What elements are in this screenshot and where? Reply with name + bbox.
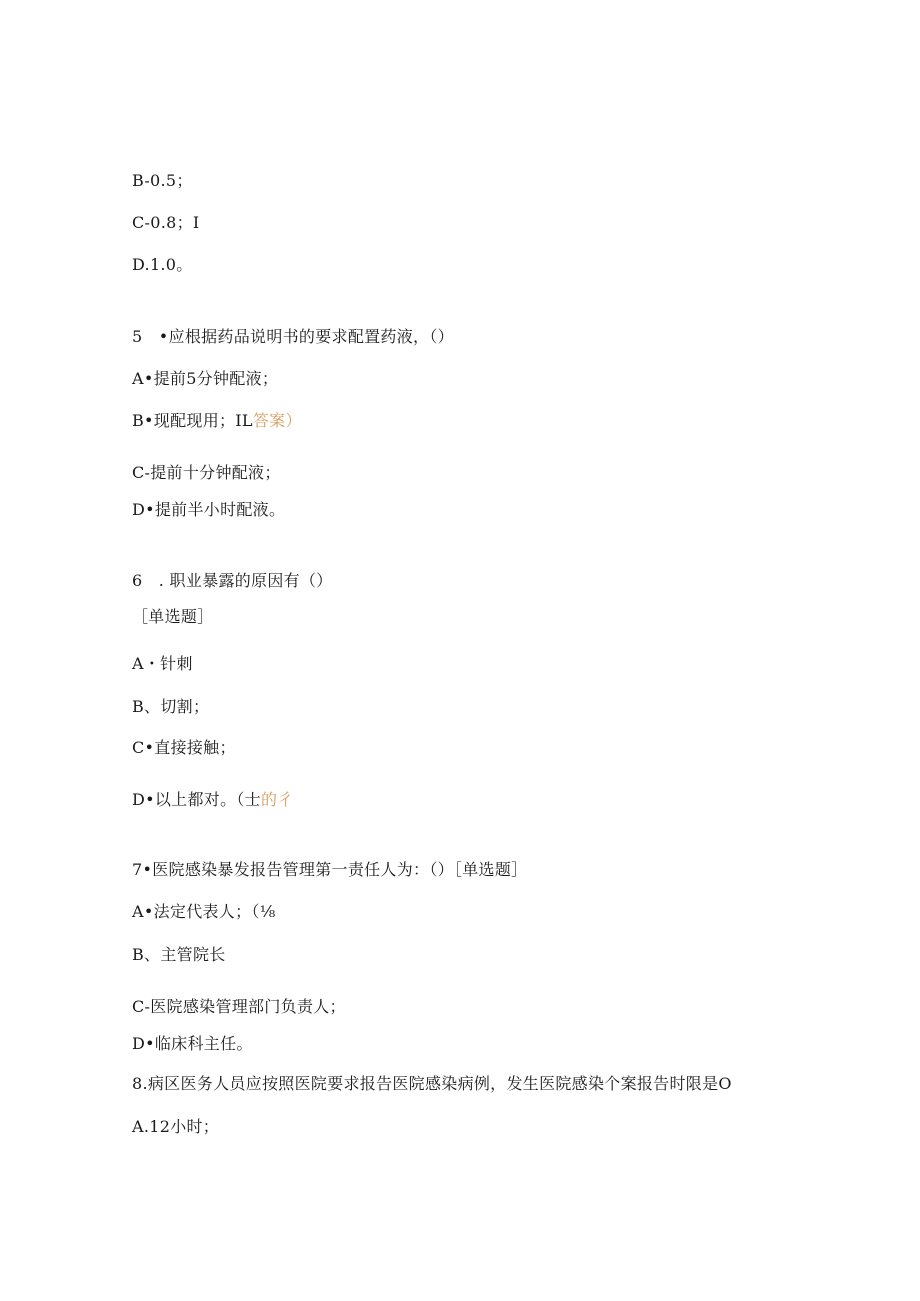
q5-stem: 5 •应根据药品说明书的要求配置药液，（） [132, 327, 454, 346]
q7-option-b: B、主管院长 [132, 945, 226, 964]
q6-answer-mark: 的彳 [260, 790, 294, 809]
q6-stem: 6 . 职业暴露的原因有（） [132, 571, 333, 590]
q5-option-a: A•提前5分钟配液； [132, 369, 279, 388]
q7-option-a: A•法定代表人；（⅛ [132, 902, 276, 921]
q5-option-b-text: B•现配现用；IL [132, 411, 253, 430]
q4-option-b: B-0.5； [132, 171, 193, 190]
q8-stem: 8.病区医务人员应按照医院要求报告医院感染病例，发生医院感染个案报告时限是O [132, 1074, 732, 1093]
q6-option-d [132, 789, 294, 811]
q6-option-b: B、切割； [132, 697, 210, 716]
q7-option-c: C-医院感染管理部门负责人； [132, 997, 346, 1016]
q7-option-d: D•临床科主任。 [132, 1034, 253, 1053]
q6-option-c: C•直接接触； [132, 738, 236, 757]
q5-option-b [132, 410, 302, 432]
q5-option-d: D•提前半小时配液。 [132, 500, 286, 519]
q7-stem: 7•医院感染暴发报告管理第一责任人为：（）［单选题］ [132, 860, 528, 879]
q5-answer-mark: 答案） [252, 411, 302, 430]
q4-option-c: C-0.8；I [132, 213, 200, 232]
q6-option-a: A・针刺 [132, 654, 193, 673]
q5-option-c: C-提前十分钟配液； [132, 463, 281, 482]
q6-type: ［单选题］ [132, 607, 214, 626]
q6-option-d-text: D•以上都对。（士 [132, 790, 261, 809]
q4-option-d: D.1.0。 [132, 255, 193, 274]
q8-option-a: A.12小时； [132, 1117, 220, 1136]
